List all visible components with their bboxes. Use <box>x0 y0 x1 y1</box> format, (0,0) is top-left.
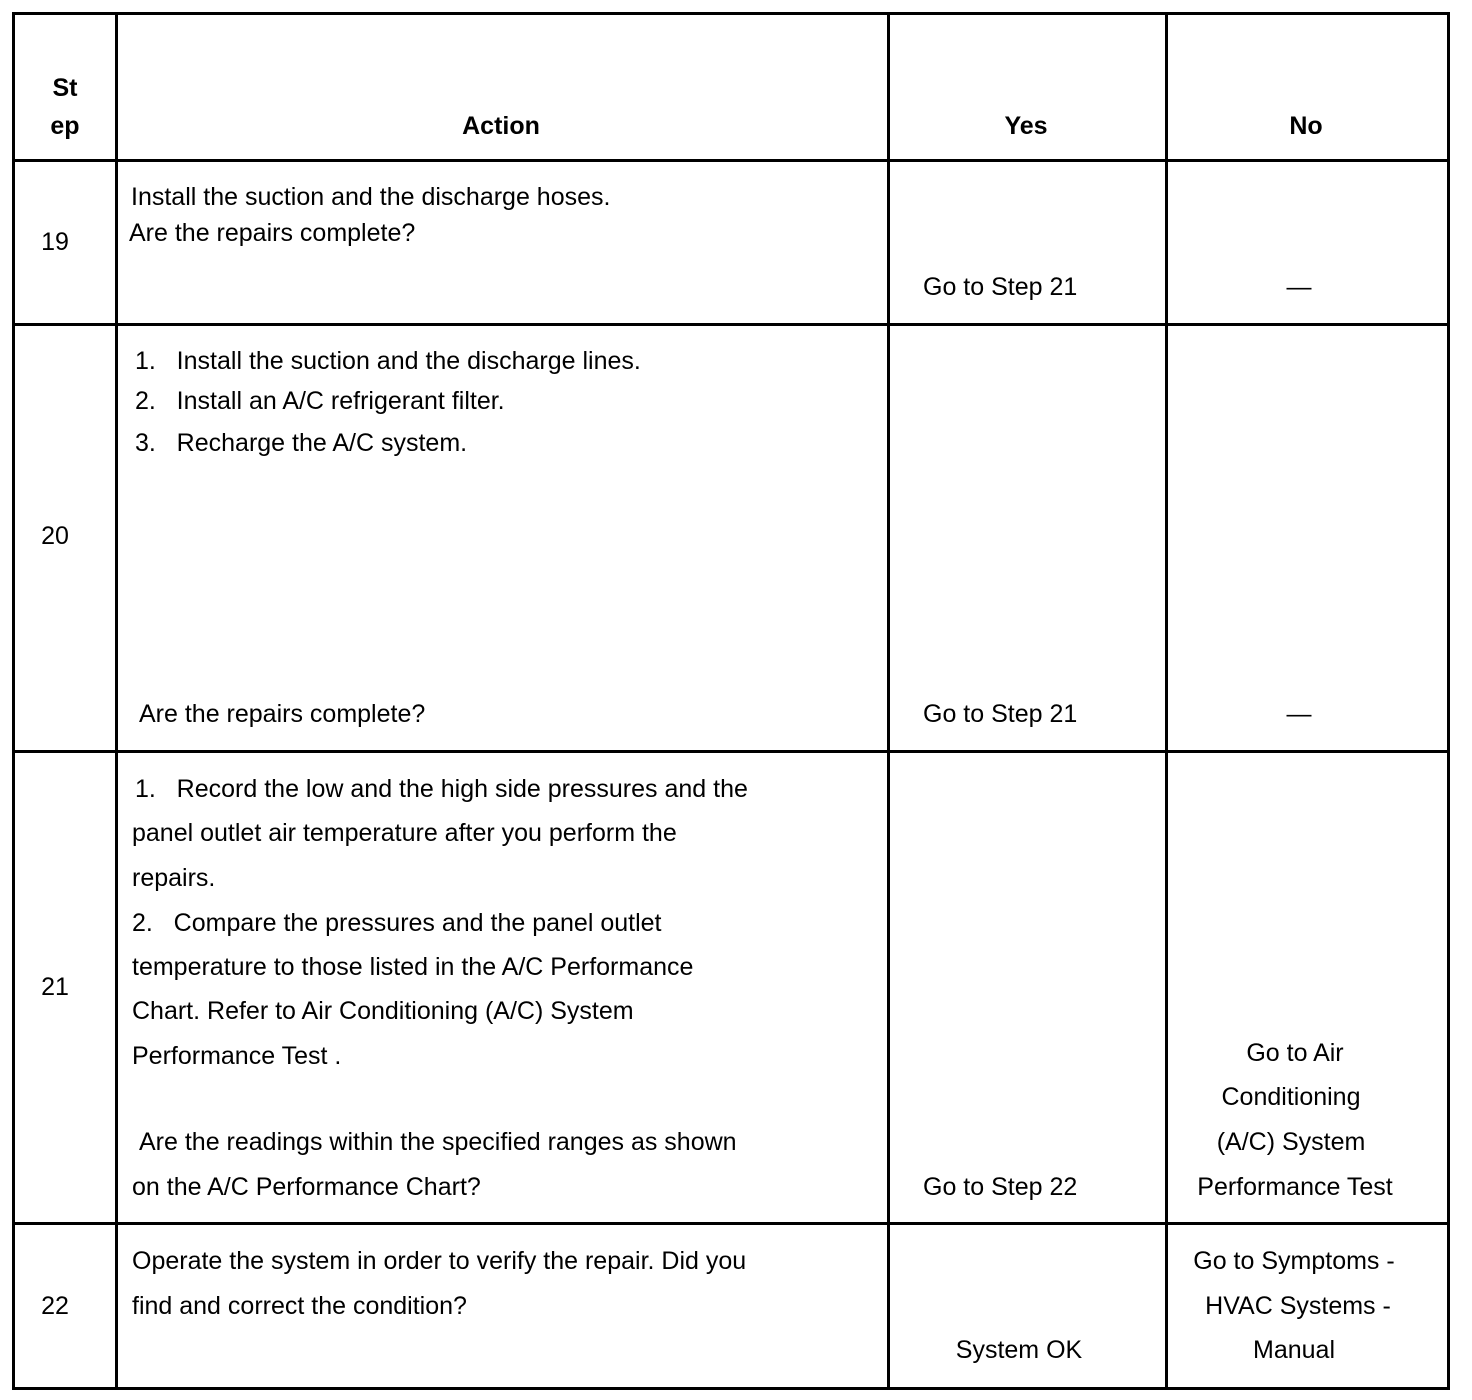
action-text: Are the repairs complete? <box>139 700 426 728</box>
no-result-line: HVAC Systems - <box>1205 1292 1391 1320</box>
step-number: 20 <box>41 522 69 550</box>
no-result-line: (A/C) System <box>1216 1128 1366 1156</box>
action-text: panel outlet air temperature after you perform the <box>132 819 677 847</box>
step-number: 22 <box>41 1292 69 1320</box>
header-no: No <box>1289 112 1323 140</box>
column-divider <box>887 15 890 1387</box>
header-step-line1: St <box>52 74 78 102</box>
action-text: 2. Compare the pressures and the panel outlet <box>132 909 662 937</box>
row-divider <box>15 159 1447 162</box>
no-result-line: Manual <box>1253 1336 1335 1364</box>
yes-result: Go to Step 21 <box>923 273 1078 301</box>
action-text: Chart. Refer to Air Conditioning (A/C) System <box>132 997 634 1025</box>
row-divider <box>15 750 1447 753</box>
action-text: Performance Test . <box>132 1042 342 1070</box>
action-text: temperature to those listed in the A/C Performance <box>132 953 694 981</box>
yes-result: Go to Step 22 <box>923 1173 1078 1201</box>
no-result: — <box>1286 273 1312 301</box>
header-action: Action <box>462 112 540 140</box>
no-result: — <box>1286 700 1312 728</box>
action-text: 1. Record the low and the high side pressures and the <box>135 775 748 803</box>
action-text: Are the repairs complete? <box>129 219 416 247</box>
action-text: Operate the system in order to verify the repair. Did you <box>132 1247 747 1275</box>
step-number: 19 <box>41 228 69 256</box>
action-text: Are the readings within the specified ranges as shown <box>139 1128 737 1156</box>
action-text: 2. Install an A/C refrigerant filter. <box>135 387 505 415</box>
no-result-line: Performance Test <box>1197 1173 1393 1201</box>
column-divider <box>115 15 118 1387</box>
header-yes: Yes <box>1004 112 1048 140</box>
yes-result: Go to Step 21 <box>923 700 1078 728</box>
action-text: repairs. <box>132 864 216 892</box>
no-result-line: Go to Air <box>1246 1039 1344 1067</box>
yes-result: System OK <box>955 1336 1083 1364</box>
no-result-line: Conditioning <box>1221 1083 1361 1111</box>
action-text: find and correct the condition? <box>132 1292 467 1320</box>
action-text: on the A/C Performance Chart? <box>132 1173 481 1201</box>
action-text: Install the suction and the discharge hoses. <box>131 183 611 211</box>
row-divider <box>15 1222 1447 1225</box>
header-step-line2: ep <box>50 112 80 140</box>
row-divider <box>15 323 1447 326</box>
action-text: 1. Install the suction and the discharge lines. <box>135 347 641 375</box>
action-text: 3. Recharge the A/C system. <box>135 429 468 457</box>
no-result-line: Go to Symptoms - <box>1193 1247 1395 1275</box>
step-number: 21 <box>41 973 69 1001</box>
